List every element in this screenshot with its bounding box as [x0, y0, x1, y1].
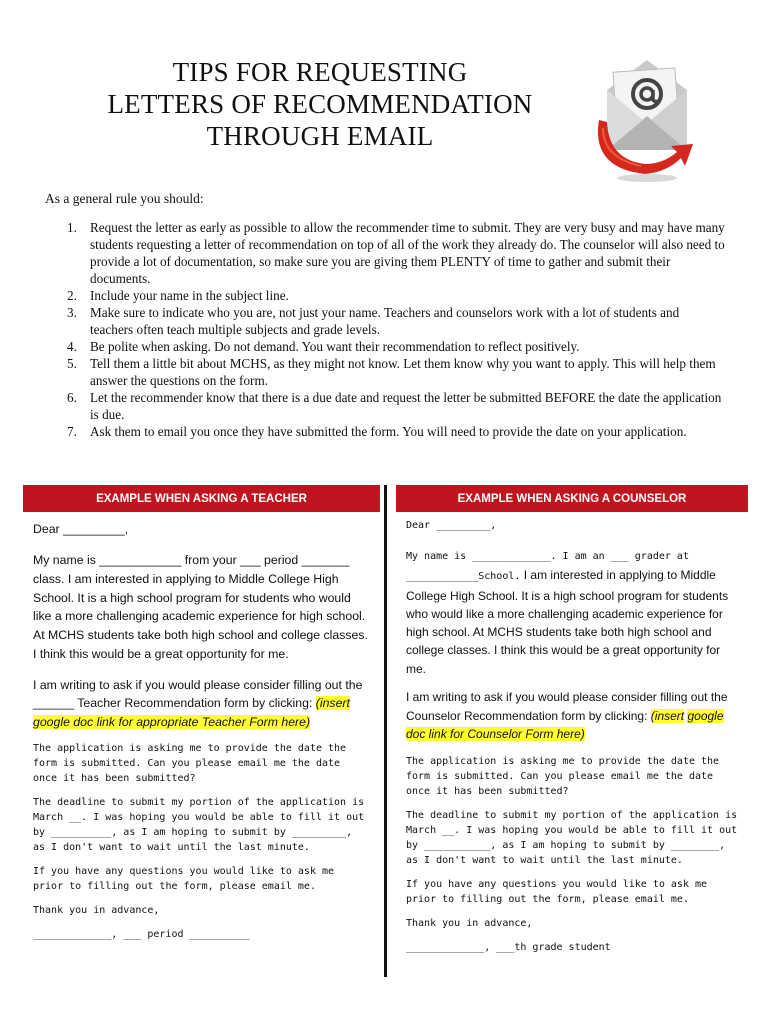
tips-list	[45, 219, 725, 440]
list-item	[45, 338, 725, 355]
page-title	[40, 56, 600, 152]
teacher-paragraph-4: The deadline to submit my portion of the application is March __. I was hoping you would be able to fill it out by __________, as I am hoping to submit by _________, as I don't want to wait until the last minute.	[33, 797, 365, 854]
counselor-paragraph-1	[406, 546, 741, 678]
teacher-example-letter	[33, 520, 368, 942]
list-item	[45, 389, 725, 423]
list-text: Ask them to email you once they have submitted the form. You will need to provide the date on your application.	[90, 424, 687, 439]
title-line-2: LETTERS OF RECOMMENDATION	[107, 89, 533, 119]
list-text: Include your name in the subject line.	[90, 288, 289, 303]
teacher-paragraph-5: If you have any questions you would like to ask me prior to filling out the form, please email me.	[33, 866, 335, 893]
counselor-paragraph-1-intro: My name is _____________. I am an ___ grader at ____________School.	[406, 551, 689, 583]
teacher-paragraph-3: The application is asking me to provide the date the form is submitted. Can you please email me the date once it has been submitted?	[33, 743, 347, 785]
title-line-1: TIPS FOR REQUESTING	[172, 57, 468, 87]
list-item	[45, 423, 725, 440]
list-number: 2.	[67, 288, 77, 303]
list-text: Let the recommender know that there is a due date and request the letter be submitted BEFORE the date the application is due.	[90, 390, 722, 422]
counselor-closing: Thank you in advance,	[406, 917, 533, 929]
list-item	[45, 355, 725, 389]
list-number: 7.	[67, 424, 77, 439]
list-item	[45, 219, 725, 287]
counselor-form-link-placeholder-a: (insert	[650, 708, 685, 723]
counselor-form-link-placeholder-b: google doc link for Counselor Form here)	[406, 708, 724, 742]
teacher-closing: Thank you in advance,	[33, 905, 160, 917]
teacher-paragraph-2	[33, 676, 368, 732]
counselor-paragraph-1-body: I am interested in applying to Middle College High School. It is a high school program for students who would like a more challenging academic experience for high school. At MCHS students take both high school and college classes. I think this would be a great opportunity for me.	[406, 568, 729, 676]
counselor-greeting: Dear _________,	[406, 520, 497, 531]
counselor-paragraph-4: The deadline to submit my portion of the application is March __. I was hoping you would be able to fill it out by ___________, as I am hoping to submit by ________, as I don't want to wait until the last minute.	[406, 809, 738, 866]
counselor-paragraph-5: If you have any questions you would like to ask me prior to filling out the form, please email me.	[406, 878, 708, 905]
counselor-paragraph-2-text: I am writing to ask if you would please consider filling out the Counselor Recommendation form by clicking:	[406, 690, 728, 723]
list-text: Request the letter as early as possible to allow the recommender time to submit. They are very busy and may have many students requesting a letter of recommendation on top of all of the work they already do. The counselor will also need to provide a lot of documentation, so make sure you are giving them PLENTY of time to gather and submit their documents.	[90, 220, 725, 286]
title-line-3: THROUGH EMAIL	[206, 121, 434, 151]
teacher-form-link-placeholder: (insert google doc link for appropriate Teacher Form here)	[33, 696, 350, 729]
counselor-paragraph-3: The application is asking me to provide the date the form is submitted. Can you please email me the date once it has been submitted?	[406, 755, 720, 797]
list-text: Make sure to indicate who you are, not just your name. Teachers and counselors work with a lot of students and teachers often teach multiple subjects and grade levels.	[90, 305, 680, 337]
counselor-paragraph-2	[406, 688, 741, 744]
list-item	[45, 304, 725, 338]
list-number: 4.	[67, 339, 77, 354]
email-at-envelope-icon	[585, 50, 695, 190]
list-text: Be polite when asking. Do not demand. You want their recommendation to reflect positively.	[90, 339, 580, 354]
teacher-paragraph-2-text: I am writing to ask if you would please consider filling out the ______ Teacher Recommendation form by clicking:	[33, 677, 363, 711]
teacher-greeting: Dear _________,	[33, 522, 129, 536]
teacher-paragraph-1: My name is ____________ from your ___ period _______ class. I am interested in applying to Middle College High School. It is a high school program for students who would like a more challenging academic experience for high school. At MCHS students take both high school and college classes. I think this would be a great opportunity for me.	[33, 553, 368, 661]
teacher-signature-line: _____________, ___ period __________	[33, 929, 250, 941]
list-number: 6.	[67, 390, 77, 405]
counselor-example-letter	[406, 518, 741, 955]
column-divider	[384, 485, 387, 977]
teacher-example-header: EXAMPLE WHEN ASKING A TEACHER	[23, 485, 380, 512]
list-number: 3.	[67, 305, 77, 320]
list-number: 1.	[67, 220, 77, 235]
counselor-example-header: EXAMPLE WHEN ASKING A COUNSELOR	[396, 485, 748, 512]
list-text: Tell them a little bit about MCHS, as they might not know. Let them know why you want to apply. This will help them answer the questions on the form.	[90, 356, 716, 388]
intro-text: As a general rule you should:	[45, 191, 204, 206]
list-number: 5.	[67, 356, 77, 371]
counselor-signature-line: _____________, ___th grade student	[406, 941, 611, 953]
list-item	[45, 287, 725, 304]
